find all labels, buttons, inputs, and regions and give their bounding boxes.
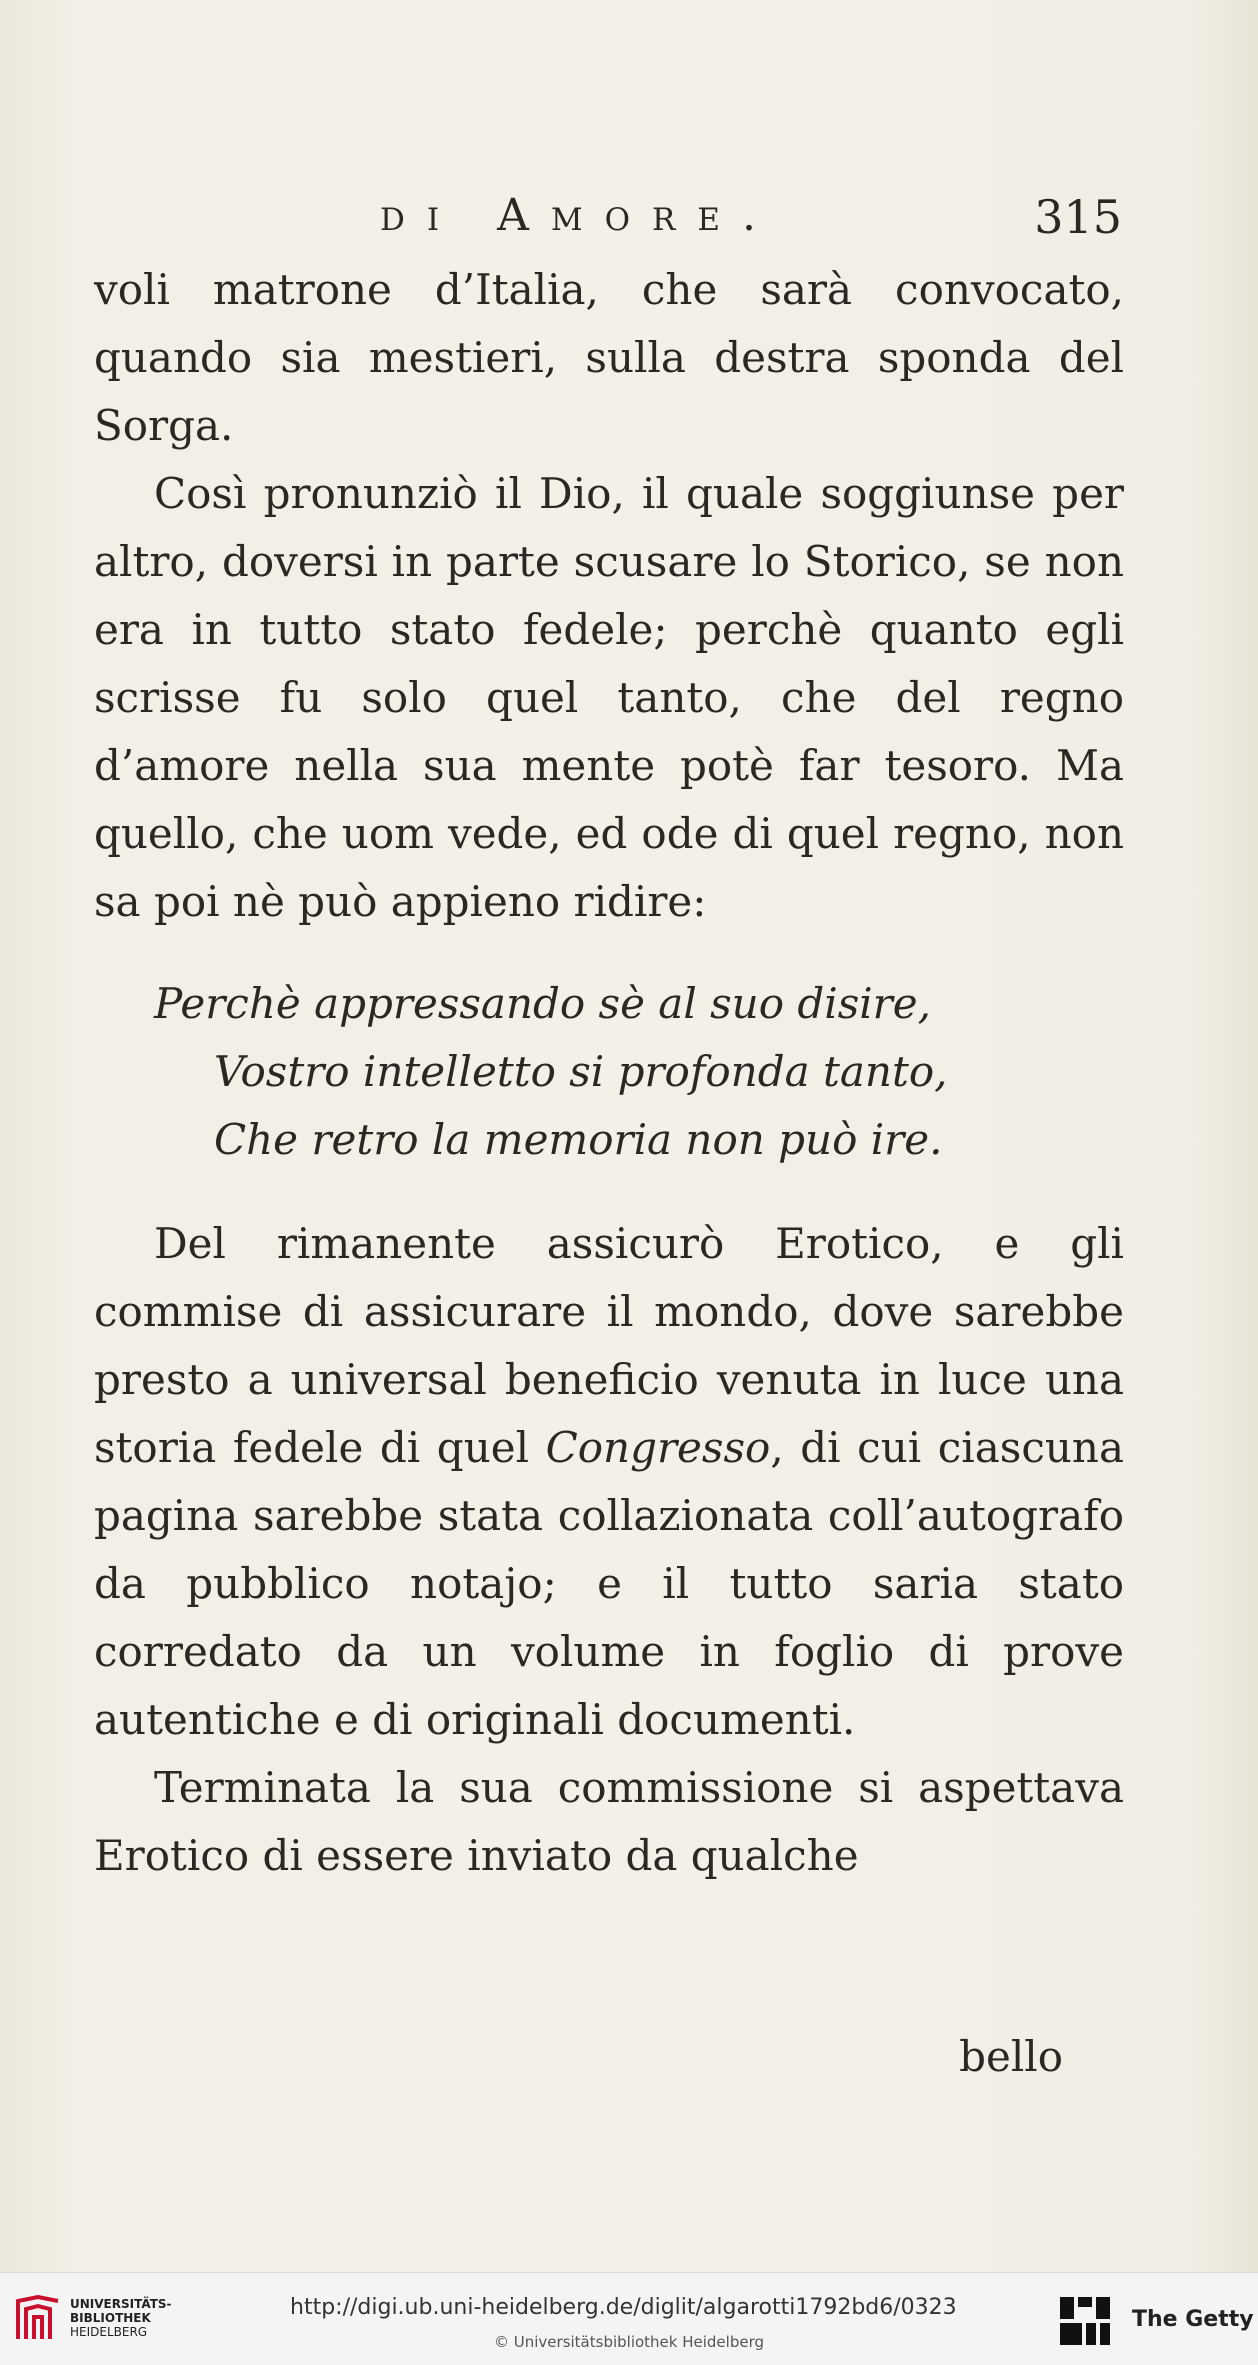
getty-logo-icon[interactable] <box>1058 2293 1114 2349</box>
page-header <box>0 190 1258 250</box>
university-library-logo-icon[interactable] <box>14 2295 62 2343</box>
copyright-notice: © Universitätsbibliothek Heidelberg <box>494 2333 765 2351</box>
getty-name: The Getty <box>1132 2307 1254 2332</box>
body-text <box>94 256 1124 1890</box>
uni-name-line: BIBLIOTHEK <box>70 2311 151 2325</box>
page-number: 315 <box>1034 190 1122 244</box>
paragraph-3 <box>94 1210 1124 1754</box>
verse-line: Perchè appressando sè al suo disire, <box>154 979 931 1028</box>
permalink-url[interactable]: http://digi.ub.uni-heidelberg.de/diglit/algarotti1792bd6/0323 <box>290 2295 957 2320</box>
paragraph-1: voli matrone d’Italia, che sarà convocato, quando sia mestieri, sulla destra sponda del Sorga. <box>94 265 1124 450</box>
paragraph-2: Così pronunziò il Dio, il quale soggiunse per altro, doversi in parte scusare lo Storico, se non era in tutto stato fedele; perchè quanto egli scrisse fu solo quel tanto, che del regno d’amore nella sua mente potè far tesoro. Ma quello, che uom vede, ed ode di quel regno, non sa poi nè può appieno ridire: <box>94 469 1124 926</box>
verse-line: Vostro intelletto si profonda tanto, <box>214 1047 948 1096</box>
digitization-footer <box>0 2272 1258 2365</box>
paragraph-3-text-a: Del rimanente assicurò Erotico, e gli commise di assicurare il mondo, dove sarebbe presto a universal beneficio venuta in luce una storia fedele di quel <box>94 1219 1124 1472</box>
paragraph-3-italic: Congresso <box>545 1423 771 1472</box>
paragraph-4: Terminata la sua commissione si aspettava Erotico di essere inviato da qualche <box>94 1763 1124 1880</box>
catchword: bello <box>959 2032 1063 2081</box>
uni-name-line: HEIDELBERG <box>70 2325 148 2339</box>
paragraph-3-text-b: , di cui ciascuna pagina sarebbe stata collazionata coll’autografo da pubblico notajo; e il tutto saria stato corredato da un volume in foglio di prove autentiche e di originali documenti. <box>94 1423 1124 1744</box>
verse-line: Che retro la memoria non può ire. <box>214 1115 943 1164</box>
verse-quote <box>94 970 1124 1174</box>
university-library-name <box>70 2297 172 2339</box>
uni-name-line: UNIVERSITÄTS- <box>70 2297 172 2311</box>
running-head: di Amore. <box>380 190 778 241</box>
